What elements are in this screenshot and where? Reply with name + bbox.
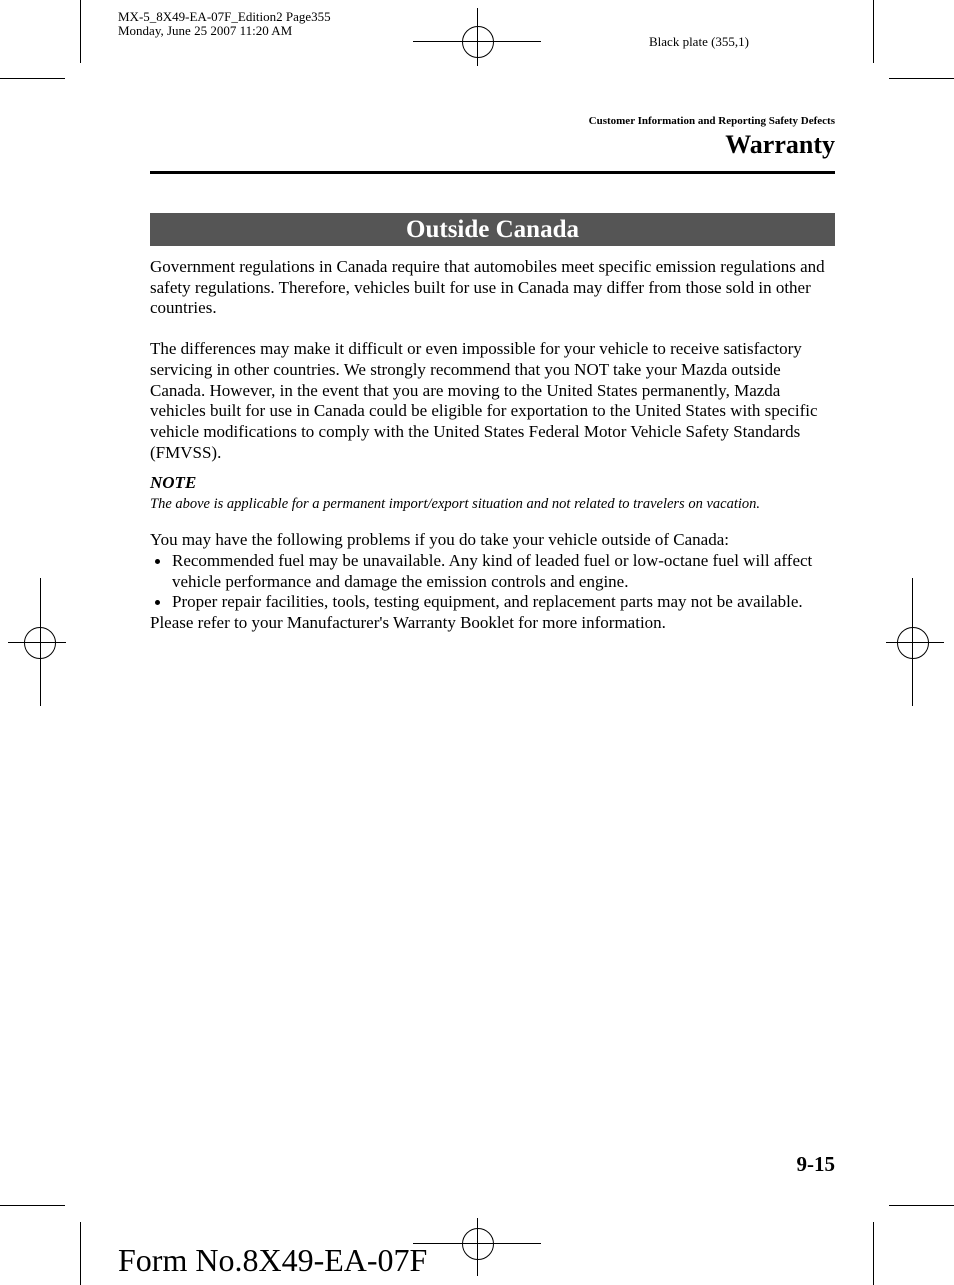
page-number: 9-15 bbox=[796, 1152, 835, 1176]
bullet-icon bbox=[155, 559, 160, 564]
paragraph-differences: The differences may make it difficult or even impossible for your vehicle to receive satisfactory servicing in other countries. We strongly recommend that you NOT take your Mazda outside Canada. However, in the event that you are moving to the United States permanently, Mazda vehicles built for use in Canada could be eligible for exportation to the United States with specific vehicle modifications to comply with the United States Federal Motor Vehicle Safety Standards (FMVSS). bbox=[150, 339, 818, 462]
crop-mark-top-right-v bbox=[873, 0, 874, 63]
print-file-info bbox=[118, 10, 331, 38]
main-content bbox=[150, 257, 840, 634]
print-file-line-2: Monday, June 25 2007 11:20 AM bbox=[118, 23, 293, 38]
list-item-text: Proper repair facilities, tools, testing equipment, and replacement parts may not be available. bbox=[172, 592, 803, 612]
section-heading: Outside Canada bbox=[150, 213, 835, 246]
note-label: NOTE bbox=[150, 473, 197, 493]
list-item-text: Recommended fuel may be unavailable. Any kind of leaded fuel or low-octane fuel will affect vehicle performance and damage the emission controls and engine. bbox=[172, 551, 813, 591]
crop-mark-top-left-v bbox=[80, 0, 81, 63]
header-rule bbox=[150, 171, 835, 174]
page-title: Warranty bbox=[725, 130, 835, 159]
crop-mark-bottom-left-h bbox=[0, 1205, 65, 1206]
crop-mark-bottom-right-h bbox=[889, 1205, 954, 1206]
crop-mark-bottom-right-v bbox=[873, 1222, 874, 1285]
crop-mark-top-left-h bbox=[0, 78, 65, 79]
problems-list bbox=[150, 551, 840, 613]
print-file-line-1: MX-5_8X49-EA-07F_Edition2 Page355 bbox=[118, 9, 331, 24]
form-number: Form No.8X49-EA-07F bbox=[118, 1242, 428, 1278]
note-text: The above is applicable for a permanent import/export situation and not related to travelers on vacation. bbox=[150, 496, 760, 513]
print-plate: Black plate (355,1) bbox=[649, 34, 749, 49]
crop-mark-top-right-h bbox=[889, 78, 954, 79]
bullet-icon bbox=[155, 600, 160, 605]
list-item bbox=[150, 592, 840, 613]
crop-mark-bottom-left-v bbox=[80, 1222, 81, 1285]
paragraph-emissions: Government regulations in Canada require that automobiles meet specific emission regulations and safety regulations. Therefore, vehicles built for use in Canada may differ from those sold in other countries. bbox=[150, 257, 825, 318]
closing-sentence: Please refer to your Manufacturer's Warranty Booklet for more information. bbox=[150, 613, 666, 633]
chapter-title: Customer Information and Reporting Safety Defects bbox=[588, 115, 835, 127]
problems-intro: You may have the following problems if you do take your vehicle outside of Canada: bbox=[150, 530, 729, 550]
list-item bbox=[150, 551, 840, 592]
